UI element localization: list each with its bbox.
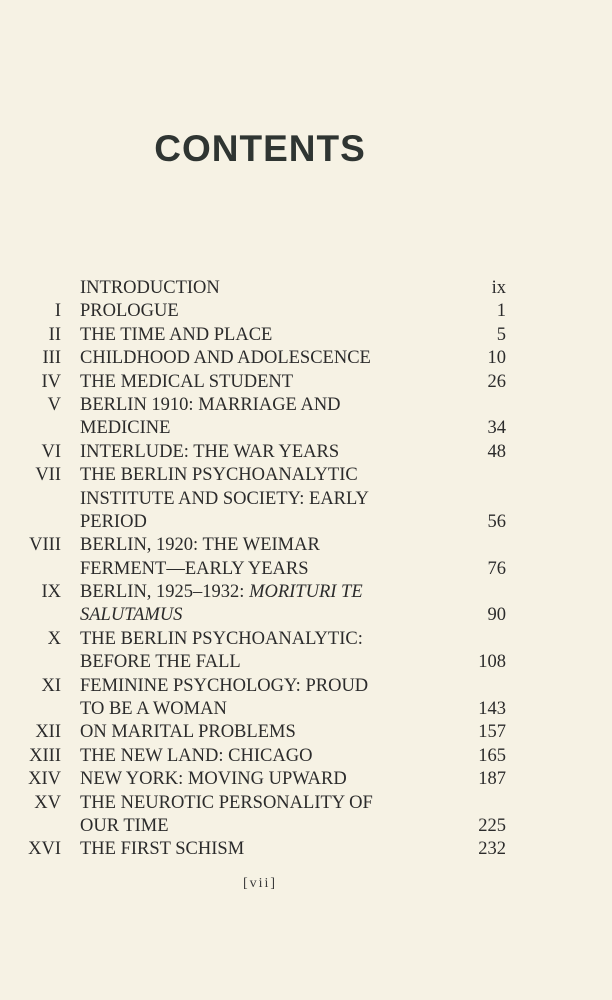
page-reference: 26 bbox=[487, 371, 506, 392]
toc-entry bbox=[0, 675, 612, 722]
chapter-title-segment: THE NEUROTIC PERSONALITY OF bbox=[80, 792, 373, 813]
toc-line bbox=[0, 441, 612, 464]
toc-line bbox=[0, 324, 612, 347]
toc-entry bbox=[0, 300, 612, 323]
page-reference: 10 bbox=[487, 348, 506, 369]
toc-entry bbox=[0, 628, 612, 675]
chapter-number: IX bbox=[41, 582, 61, 603]
toc-line bbox=[0, 277, 612, 300]
page-reference: 157 bbox=[478, 722, 506, 743]
chapter-title-segment: INTRODUCTION bbox=[80, 278, 220, 298]
chapter-title-segment: THE MEDICAL STUDENT bbox=[80, 371, 294, 392]
chapter-number: XIV bbox=[28, 769, 61, 790]
toc-line bbox=[0, 838, 612, 861]
page-reference: 165 bbox=[478, 745, 506, 766]
page-reference: 108 bbox=[478, 652, 506, 673]
chapter-title bbox=[80, 745, 312, 768]
chapter-title bbox=[80, 511, 147, 534]
toc-line bbox=[0, 698, 612, 721]
chapter-title bbox=[80, 815, 169, 838]
toc-entry bbox=[0, 324, 612, 347]
chapter-title bbox=[80, 792, 373, 815]
toc-line bbox=[0, 745, 612, 768]
page-reference: 90 bbox=[487, 605, 506, 626]
toc-line bbox=[0, 792, 612, 815]
chapter-title-segment: INSTITUTE AND SOCIETY: EARLY bbox=[80, 488, 369, 509]
toc-line bbox=[0, 815, 612, 838]
chapter-number: IV bbox=[41, 371, 61, 392]
toc-line bbox=[0, 604, 612, 627]
toc-line bbox=[0, 464, 612, 487]
chapter-title bbox=[80, 277, 220, 300]
chapter-title bbox=[80, 347, 371, 370]
table-of-contents bbox=[0, 277, 612, 862]
chapter-title-segment: THE NEW LAND: CHICAGO bbox=[80, 745, 313, 766]
toc-line bbox=[0, 628, 612, 651]
toc-line bbox=[0, 768, 612, 791]
toc-line bbox=[0, 675, 612, 698]
chapter-title bbox=[80, 441, 339, 464]
toc-line bbox=[0, 371, 612, 394]
toc-entry bbox=[0, 581, 612, 628]
chapter-title-segment: NEW YORK: MOVING UPWARD bbox=[80, 769, 347, 790]
page-reference: 48 bbox=[487, 441, 506, 462]
chapter-title bbox=[80, 394, 341, 417]
chapter-number: VIII bbox=[29, 535, 61, 556]
toc-line bbox=[0, 721, 612, 744]
toc-entry bbox=[0, 792, 612, 839]
chapter-title-segment: MEDICINE bbox=[80, 418, 171, 439]
chapter-title bbox=[80, 675, 368, 698]
chapter-number: X bbox=[47, 628, 61, 649]
chapter-title bbox=[80, 488, 369, 511]
chapter-title-segment: SALUTAMUS bbox=[80, 605, 183, 626]
chapter-title-segment: THE BERLIN PSYCHOANALYTIC: bbox=[80, 628, 363, 649]
toc-entry bbox=[0, 768, 612, 791]
page-reference: 34 bbox=[487, 418, 506, 439]
toc-entry bbox=[0, 838, 612, 861]
toc-entry bbox=[0, 277, 612, 300]
chapter-number: VII bbox=[35, 465, 61, 486]
chapter-title-segment: MORITURI TE bbox=[249, 582, 363, 603]
toc-entry bbox=[0, 464, 612, 534]
chapter-title bbox=[80, 721, 296, 744]
chapter-title-segment: THE FIRST SCHISM bbox=[80, 839, 245, 860]
chapter-title-segment: OUR TIME bbox=[80, 815, 169, 836]
chapter-title bbox=[80, 604, 182, 627]
chapter-title-segment: PROLOGUE bbox=[80, 301, 179, 322]
chapter-number: XIII bbox=[29, 745, 61, 766]
page-reference: 232 bbox=[478, 839, 506, 860]
chapter-title-segment: BEFORE THE FALL bbox=[80, 652, 241, 673]
chapter-number: I bbox=[54, 301, 61, 322]
chapter-title bbox=[80, 651, 241, 674]
chapter-title bbox=[80, 300, 179, 323]
toc-entry bbox=[0, 721, 612, 744]
page-number: [vii] bbox=[242, 876, 278, 891]
toc-line bbox=[0, 394, 612, 417]
page-reference: 187 bbox=[478, 769, 506, 790]
chapter-title bbox=[80, 628, 363, 651]
page-reference: 5 bbox=[496, 324, 506, 345]
chapter-title bbox=[80, 558, 309, 581]
chapter-title bbox=[80, 698, 227, 721]
toc-line bbox=[0, 651, 612, 674]
chapter-number: V bbox=[47, 394, 61, 415]
chapter-title bbox=[80, 371, 293, 394]
chapter-title bbox=[80, 417, 170, 440]
toc-line bbox=[0, 581, 612, 604]
chapter-number: XV bbox=[34, 792, 61, 813]
chapter-number: II bbox=[48, 324, 61, 345]
toc-line bbox=[0, 488, 612, 511]
toc-line bbox=[0, 534, 612, 557]
chapter-number: XVI bbox=[28, 839, 61, 860]
toc-line bbox=[0, 417, 612, 440]
chapter-number: VI bbox=[41, 441, 61, 462]
chapter-title bbox=[80, 534, 320, 557]
toc-line bbox=[0, 511, 612, 534]
chapter-title bbox=[80, 838, 244, 861]
page-reference: 143 bbox=[478, 699, 506, 720]
page-reference: 56 bbox=[487, 511, 506, 532]
chapter-title-segment: ON MARITAL PROBLEMS bbox=[80, 722, 296, 743]
toc-entry bbox=[0, 745, 612, 768]
chapter-title-segment: CHILDHOOD AND ADOLESCENCE bbox=[80, 348, 371, 369]
toc-entry bbox=[0, 534, 612, 581]
chapter-title-segment: THE BERLIN PSYCHOANALYTIC bbox=[80, 465, 358, 486]
chapter-title bbox=[80, 324, 272, 347]
chapter-title bbox=[80, 581, 363, 604]
chapter-title bbox=[80, 464, 358, 487]
chapter-number: XI bbox=[41, 675, 61, 696]
page-title: CONTENTS bbox=[154, 128, 366, 169]
page-reference: ix bbox=[491, 278, 506, 298]
toc-entry bbox=[0, 394, 612, 441]
toc-line bbox=[0, 300, 612, 323]
toc-line bbox=[0, 347, 612, 370]
chapter-title-segment: BERLIN, 1925–1932: bbox=[80, 582, 250, 603]
page-reference: 1 bbox=[496, 301, 506, 322]
chapter-title-segment: THE TIME AND PLACE bbox=[80, 324, 273, 345]
toc-line bbox=[0, 558, 612, 581]
chapter-title-segment: BERLIN 1910: MARRIAGE AND bbox=[80, 394, 341, 415]
chapter-title bbox=[80, 768, 347, 791]
chapter-title-segment: FERMENT—EARLY YEARS bbox=[80, 558, 309, 579]
chapter-title-segment: TO BE A WOMAN bbox=[80, 699, 227, 720]
page-reference: 225 bbox=[478, 815, 506, 836]
chapter-title-segment: FEMININE PSYCHOLOGY: PROUD bbox=[80, 675, 369, 696]
toc-entry bbox=[0, 441, 612, 464]
chapter-title-segment: PERIOD bbox=[80, 511, 147, 532]
chapter-title-segment: BERLIN, 1920: THE WEIMAR bbox=[80, 535, 320, 556]
page-reference: 76 bbox=[487, 558, 506, 579]
toc-entry bbox=[0, 347, 612, 370]
chapter-number: XII bbox=[35, 722, 61, 743]
chapter-title-segment: INTERLUDE: THE WAR YEARS bbox=[80, 441, 340, 462]
toc-entry bbox=[0, 371, 612, 394]
chapter-number: III bbox=[42, 348, 61, 369]
